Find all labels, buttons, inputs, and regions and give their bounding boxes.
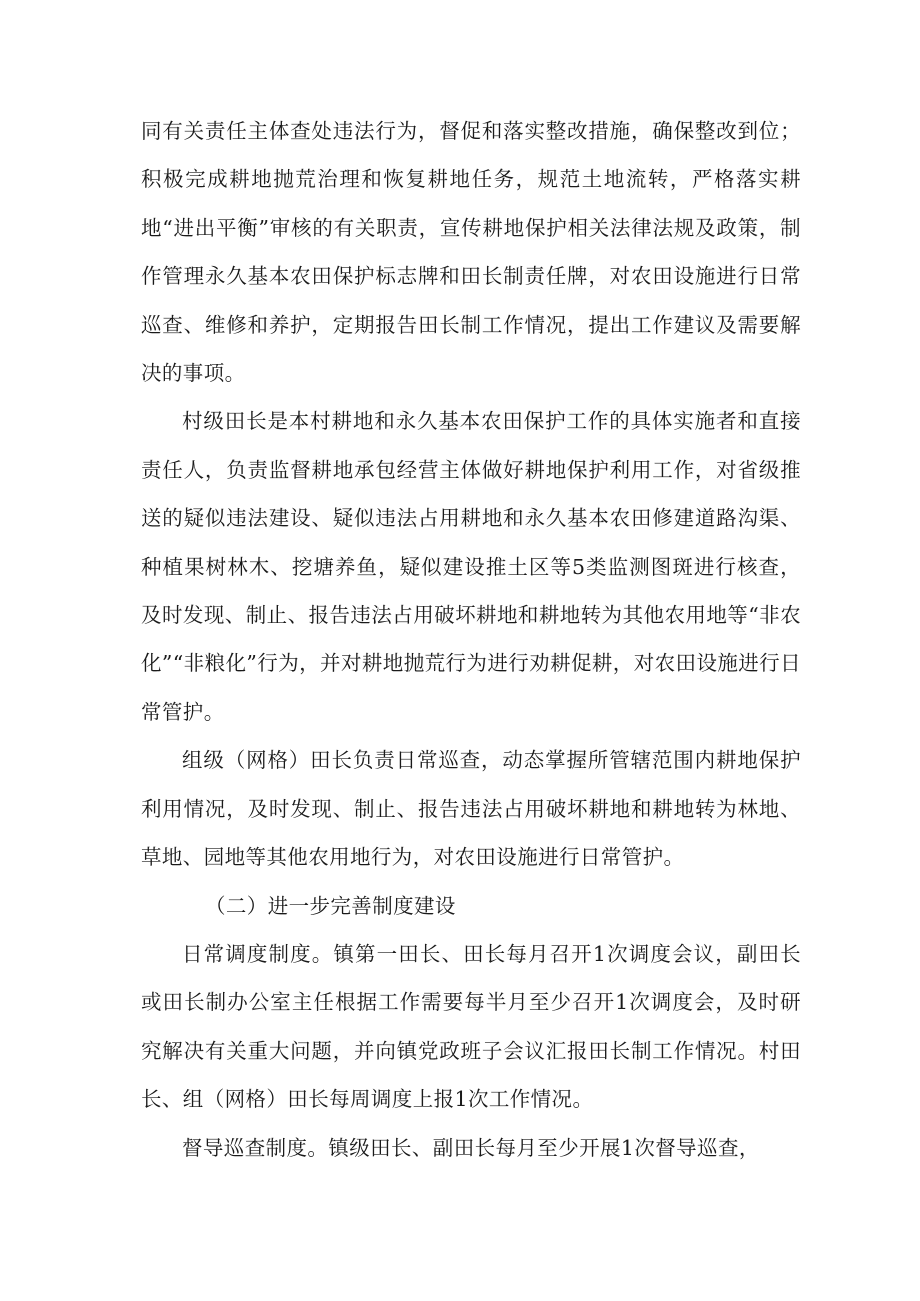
paragraph-supervision-inspection-system: 督导巡查制度。镇级田长、副田长每月至少开展1次督导巡查， [182,1135,760,1160]
document-body [141,107,801,1172]
section-heading-system-building: （二）进一步完善制度建设 [205,893,456,918]
paragraph-town-responsibilities-continued: 同有关责任主体查处违法行为，督促和落实整改措施，确保整改到位；积极完成耕地抛荒治理和恢复耕地任务，规范土地流转，严格落实耕地“进出平衡”审核的有关职责，宣传耕地保护相关法律法规及政策，制作管理永久基本农田保护标志牌和田长制责任牌，对农田设施进行日常巡查、维修和养护，定期报告田长制工作情况，提出工作建议及需要解决的事项。 [141,119,801,386]
paragraph-daily-scheduling-system: 日常调度制度。镇第一田长、田长每月召开1次调度会议，副田长或田长制办公室主任根据工作需要每半月至少召开1次调度会，及时研究解决有关重大问题，并向镇党政班子会议汇报田长制工作情况。村田长、组（网格）田长每周调度上报1次工作情况。 [141,941,801,1112]
paragraph-village-field-chief: 村级田长是本村耕地和永久基本农田保护工作的具体实施者和直接责任人，负责监督耕地承包经营主体做好耕地保护利用工作，对省级推送的疑似违法建设、疑似违法占用耕地和永久基本农田修建道路沟渠、种植果树林木、挖塘养鱼，疑似建设推土区等5类监测图斑进行核查，及时发现、制止、报告违法占用破坏耕地和耕地转为其他农用地等“非农化”“非粮化”行为，并对耕地抛荒行为进行劝耕促耕，对农田设施进行日常管护。 [141,409,801,724]
paragraph-group-field-chief: 组级（网格）田长负责日常巡查，动态掌握所管辖范围内耕地保护利用情况，及时发现、制止、报告违法占用破坏耕地和耕地转为林地、草地、园地等其他农用地行为，对农田设施进行日常管护。 [141,748,801,870]
